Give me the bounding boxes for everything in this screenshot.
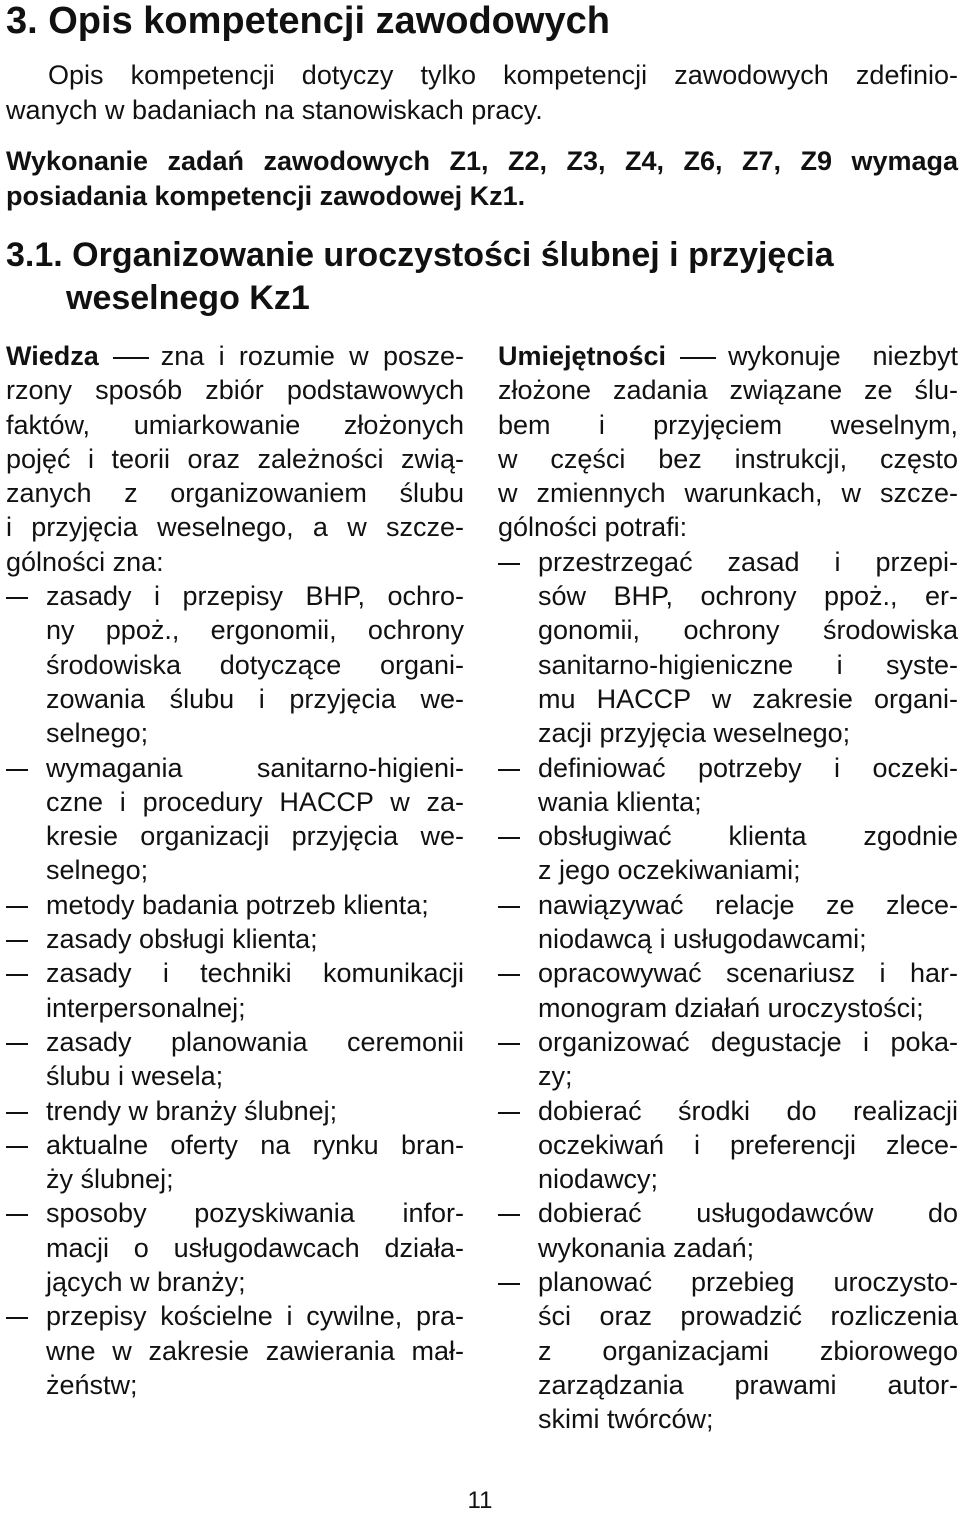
skills-list-line: zacji przyjęcia weselnego; [538, 718, 851, 749]
knowledge-list-line: aktualne oferty na rynku bran- [46, 1129, 464, 1160]
knowledge-list-item [6, 1128, 464, 1197]
skills-label: Umiejętności [498, 341, 667, 371]
knowledge-list-item [6, 956, 464, 1025]
skills-list-line: sów BHP, ochrony ppoż., er- [538, 581, 958, 612]
intro-paragraph [6, 58, 958, 128]
intro-line: Opis kompetencji dotyczy tylko kompetencji zawodowych zdefinio- [48, 60, 958, 90]
bullet-dash [6, 1146, 28, 1148]
knowledge-list-line: zasady planowania ceremonii [46, 1026, 464, 1057]
knowledge-list-line: zowania ślubu i przyjęcia we- [46, 683, 464, 714]
knowledge-list-line: środowiska dotyczące organi- [46, 649, 464, 680]
knowledge-intro-line [6, 339, 464, 373]
skills-list-line: sanitarno-higieniczne i syste- [538, 649, 958, 680]
skills-list-line: skimi twórców; [538, 1404, 714, 1435]
knowledge-intro-line: gólności zna: [6, 546, 164, 577]
skills-list-line: niodawcy; [538, 1164, 659, 1195]
bullet-dash [498, 563, 520, 565]
subsection-heading [6, 234, 956, 320]
skills-intro-line: bem i przyjęciem weselnym, [498, 409, 958, 440]
bullet-dash [6, 1112, 28, 1114]
knowledge-list-line: selnego; [46, 855, 149, 886]
bullet-dash [498, 906, 520, 908]
bullet-dash [498, 1112, 520, 1114]
bullet-dash [498, 1043, 520, 1045]
bullet-dash [6, 906, 28, 908]
subsection-heading-line: weselnego Kz1 [66, 279, 310, 317]
knowledge-intro-line: pojęć i teorii oraz zależności zwią- [6, 443, 464, 474]
knowledge-list-line: przepisy kościelne i cywilne, pra- [46, 1301, 464, 1332]
skills-list-item [498, 819, 958, 888]
bullet-dash [498, 974, 520, 976]
skills-list-line: przestrzegać zasad i przepi- [538, 546, 958, 577]
knowledge-list-line: żeństw; [46, 1369, 138, 1400]
skills-intro-line: w części bez instrukcji, często [498, 443, 958, 474]
knowledge-list-item [6, 1196, 464, 1299]
skills-intro-line: w zmiennych warunkach, w szcze- [498, 478, 958, 509]
knowledge-list-line: trendy w branży ślubnej; [46, 1095, 338, 1126]
knowledge-list-line: jących w branży; [46, 1267, 246, 1298]
skills-list-line: niodawcą i usługodawcami; [538, 924, 867, 955]
knowledge-list-line: ślubu i wesela; [46, 1061, 224, 1092]
knowledge-list-item [6, 579, 464, 750]
section-heading: 3. Opis kompetencji zawodowych [6, 0, 610, 42]
knowledge-list-item [6, 1094, 464, 1128]
skills-list-item [498, 1025, 958, 1094]
bullet-dash [6, 1214, 28, 1216]
em-dash [113, 357, 149, 359]
em-dash [680, 357, 716, 359]
knowledge-list-line: kresie organizacji przyjęcia we- [46, 821, 464, 852]
page-number: 11 [467, 1487, 493, 1514]
skills-list-line: dobierać usługodawców do [538, 1198, 958, 1229]
knowledge-list-line: ży ślubnej; [46, 1164, 174, 1195]
knowledge-list-line: zasady obsługi klienta; [46, 924, 318, 955]
knowledge-intro-text: zna i rozumie w posze- [160, 341, 464, 371]
bullet-dash [6, 1317, 28, 1319]
knowledge-list-item [6, 1299, 464, 1402]
knowledge-column [6, 339, 464, 1402]
knowledge-list-item [6, 1025, 464, 1094]
skills-intro-text: wykonuje niezbyt [728, 341, 958, 371]
skills-list-item [498, 1265, 958, 1436]
knowledge-list-item [6, 888, 464, 922]
skills-list-line: opracowywać scenariusz i har- [538, 958, 958, 989]
skills-list-line: zy; [538, 1061, 573, 1092]
bullet-dash [6, 1043, 28, 1045]
bullet-dash [6, 769, 28, 771]
skills-intro-line: gólności potrafi: [498, 512, 688, 543]
knowledge-label: Wiedza [6, 341, 99, 371]
knowledge-list-item [6, 751, 464, 888]
skills-column [498, 339, 958, 1437]
subsection-heading-line: 3.1. Organizowanie uroczystości ślubnej i przyjęcia [6, 236, 834, 274]
requirement-line: posiadania kompetencji zawodowej Kz1. [6, 181, 526, 211]
knowledge-intro-line: faktów, umiarkowanie złożonych [6, 409, 464, 440]
bullet-dash [498, 837, 520, 839]
skills-list-item [498, 888, 958, 957]
skills-list-line: dobierać środki do realizacji [538, 1095, 958, 1126]
knowledge-list-line: ny ppoż., ergonomii, ochrony [46, 615, 464, 646]
knowledge-list-item [6, 922, 464, 956]
skills-list-line: ści oraz prowadzić rozliczenia [538, 1301, 958, 1332]
knowledge-list-line: selnego; [46, 718, 149, 749]
skills-list-item [498, 545, 958, 751]
knowledge-list-line: sposoby pozyskiwania infor- [46, 1198, 464, 1229]
knowledge-intro-line: rzony sposób zbiór podstawowych [6, 375, 464, 406]
knowledge-list-line: wymagania sanitarno-higieni- [46, 752, 464, 783]
skills-list-item [498, 751, 958, 820]
requirement-paragraph [6, 144, 958, 214]
intro-line: wanych w badaniach na stanowiskach pracy. [6, 95, 543, 125]
skills-list-line: zarządzania prawami autor- [538, 1369, 958, 1400]
skills-intro-line [498, 339, 958, 373]
bullet-dash [498, 1283, 520, 1285]
skills-list-item [498, 956, 958, 1025]
bullet-dash [6, 940, 28, 942]
skills-list-line: monogram działań uroczystości; [538, 992, 924, 1023]
skills-list-line: planować przebieg uroczysto- [538, 1267, 958, 1298]
skills-list-line: gonomii, ochrony środowiska [538, 615, 958, 646]
knowledge-intro-line: zanych z organizowaniem ślubu [6, 478, 464, 509]
skills-list-line: mu HACCP w zakresie organi- [538, 683, 958, 714]
skills-list-line: nawiązywać relacje ze zlece- [538, 889, 958, 920]
knowledge-intro-line: i przyjęcia weselnego, a w szcze- [6, 512, 464, 543]
knowledge-list-line: zasady i przepisy BHP, ochro- [46, 581, 464, 612]
skills-list-item [498, 1196, 958, 1265]
bullet-dash [6, 597, 28, 599]
requirement-line: Wykonanie zadań zawodowych Z1, Z2, Z3, Z4, Z6, Z7, Z9 wymaga [6, 146, 958, 176]
skills-list-line: oczekiwań i preferencji zlece- [538, 1129, 958, 1160]
bullet-dash [498, 1214, 520, 1216]
skills-list-line: wania klienta; [538, 786, 702, 817]
knowledge-list-line: zasady i techniki komunikacji [46, 958, 464, 989]
skills-intro-line: złożone zadania związane ze ślu- [498, 375, 958, 406]
skills-list-item [498, 1094, 958, 1197]
skills-list-line: definiować potrzeby i oczeki- [538, 752, 958, 783]
skills-list-line: organizować degustacje i poka- [538, 1026, 958, 1057]
knowledge-list-line: wne w zakresie zawierania mał- [46, 1335, 464, 1366]
bullet-dash [6, 974, 28, 976]
knowledge-list-line: interpersonalnej; [46, 992, 246, 1023]
skills-list-line: wykonania zadań; [538, 1232, 755, 1263]
skills-list-line: z jego oczekiwaniami; [538, 855, 801, 886]
skills-list-line: z organizacjami zbiorowego [538, 1335, 958, 1366]
knowledge-list-line: czne i procedury HACCP w za- [46, 786, 464, 817]
skills-list-line: obsługiwać klienta zgodnie [538, 821, 958, 852]
knowledge-list-line: macji o usługodawcach działa- [46, 1232, 464, 1263]
knowledge-list-line: metody badania potrzeb klienta; [46, 889, 429, 920]
bullet-dash [498, 769, 520, 771]
